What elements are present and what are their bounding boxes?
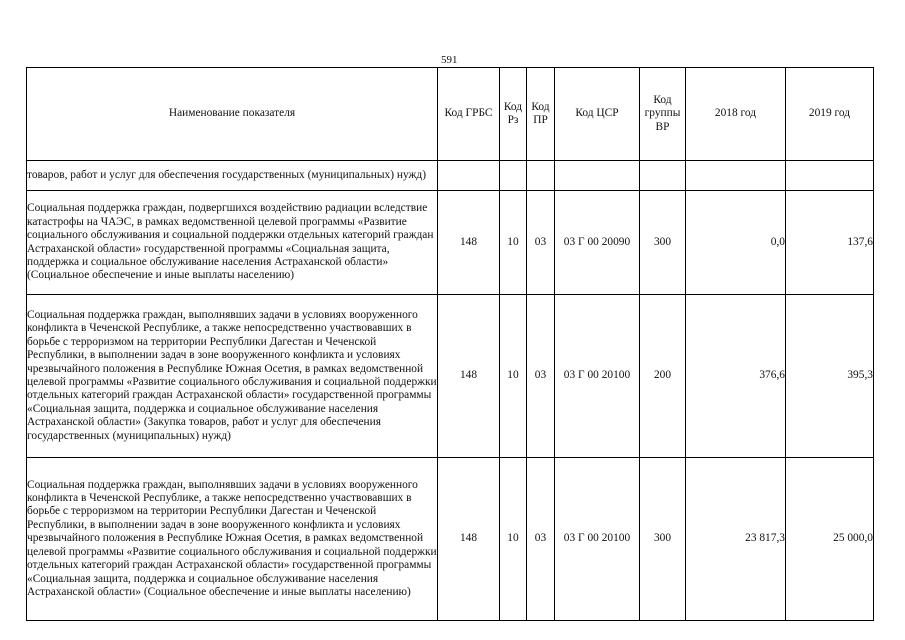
header-vr: Код группы ВР <box>640 68 686 161</box>
header-csr: Код ЦСР <box>555 68 640 161</box>
header-row <box>27 68 874 161</box>
row-pr: 03 <box>527 295 555 458</box>
row-rz: 10 <box>500 458 527 621</box>
header-pr: Код ПР <box>527 68 555 161</box>
row-2018 <box>686 161 786 191</box>
header-2019: 2019 год <box>786 68 874 161</box>
row-vr: 300 <box>640 458 686 621</box>
page-number: 591 <box>441 54 458 66</box>
row-vr: 300 <box>640 191 686 295</box>
row-name: Социальная поддержка граждан, выполнявших задачи в условиях вооруженного конфликта в Чеченской Республике, а также непосредственно участвовавших в борьбе с терроризмом на территории Республики Дагестан и Чеченской Республики, в выполнении задач в зоне вооруженного конфликта и условиях чрезвычайного положения в Республике Южная Осетия, в рамках ведомственной целевой программы «Развитие социального обслуживания и социальной поддержки отдельных категорий граждан Астраханской области» государственной программы «Социальная защита, поддержка и социальное обслуживание населения Астраханской области» (Социальное обеспечение и иные выплаты населению) <box>27 458 438 621</box>
row-pr <box>527 161 555 191</box>
row-rz: 10 <box>500 191 527 295</box>
row-csr: 03 Г 00 20100 <box>555 295 640 458</box>
row-grbs <box>438 161 500 191</box>
row-vr: 200 <box>640 295 686 458</box>
row-grbs: 148 <box>438 458 500 621</box>
table-row <box>27 458 874 621</box>
row-2019 <box>786 161 874 191</box>
row-vr <box>640 161 686 191</box>
table-row <box>27 191 874 295</box>
row-2018: 23 817,3 <box>686 458 786 621</box>
row-pr: 03 <box>527 458 555 621</box>
row-2019: 25 000,0 <box>786 458 874 621</box>
header-grbs: Код ГРБС <box>438 68 500 161</box>
row-rz: 10 <box>500 295 527 458</box>
row-name: товаров, работ и услуг для обеспечения государственных (муниципальных) нужд) <box>27 161 438 191</box>
header-2018: 2018 год <box>686 68 786 161</box>
table-row <box>27 161 874 191</box>
row-grbs: 148 <box>438 295 500 458</box>
row-2019: 395,3 <box>786 295 874 458</box>
row-2018: 0,0 <box>686 191 786 295</box>
row-name: Социальная поддержка граждан, подвергшихся воздействию радиации вследствие катастрофы на ЧАЭС, в рамках ведомственной целевой программы «Развитие социального обслуживания и социальной поддержки отдельных категорий граждан Астраханской области» государственной программы «Социальная защита, поддержка и социальное обслуживание населения Астраханской области» (Социальное обеспечение и иные выплаты населению) <box>27 191 438 295</box>
row-csr: 03 Г 00 20090 <box>555 191 640 295</box>
header-name: Наименование показателя <box>27 68 438 161</box>
row-csr: 03 Г 00 20100 <box>555 458 640 621</box>
budget-table <box>26 67 874 621</box>
table-row <box>27 295 874 458</box>
header-rz: Код Рз <box>500 68 527 161</box>
row-2018: 376,6 <box>686 295 786 458</box>
row-pr: 03 <box>527 191 555 295</box>
row-csr <box>555 161 640 191</box>
row-grbs: 148 <box>438 191 500 295</box>
row-2019: 137,6 <box>786 191 874 295</box>
row-rz <box>500 161 527 191</box>
row-name: Социальная поддержка граждан, выполнявших задачи в условиях вооруженного конфликта в Чеченской Республике, а также непосредственно участвовавших в борьбе с терроризмом на территории Республики Дагестан и Чеченской Республики, в выполнении задач в зоне вооруженного конфликта и условиях чрезвычайного положения в Республике Южная Осетия, в рамках ведомственной целевой программы «Развитие социального обслуживания и социальной поддержки отдельных категорий граждан Астраханской области» государственной программы «Социальная защита, поддержка и социальное обслуживание населения Астраханской области» (Закупка товаров, работ и услуг для обеспечения государственных (муниципальных) нужд) <box>27 295 438 458</box>
